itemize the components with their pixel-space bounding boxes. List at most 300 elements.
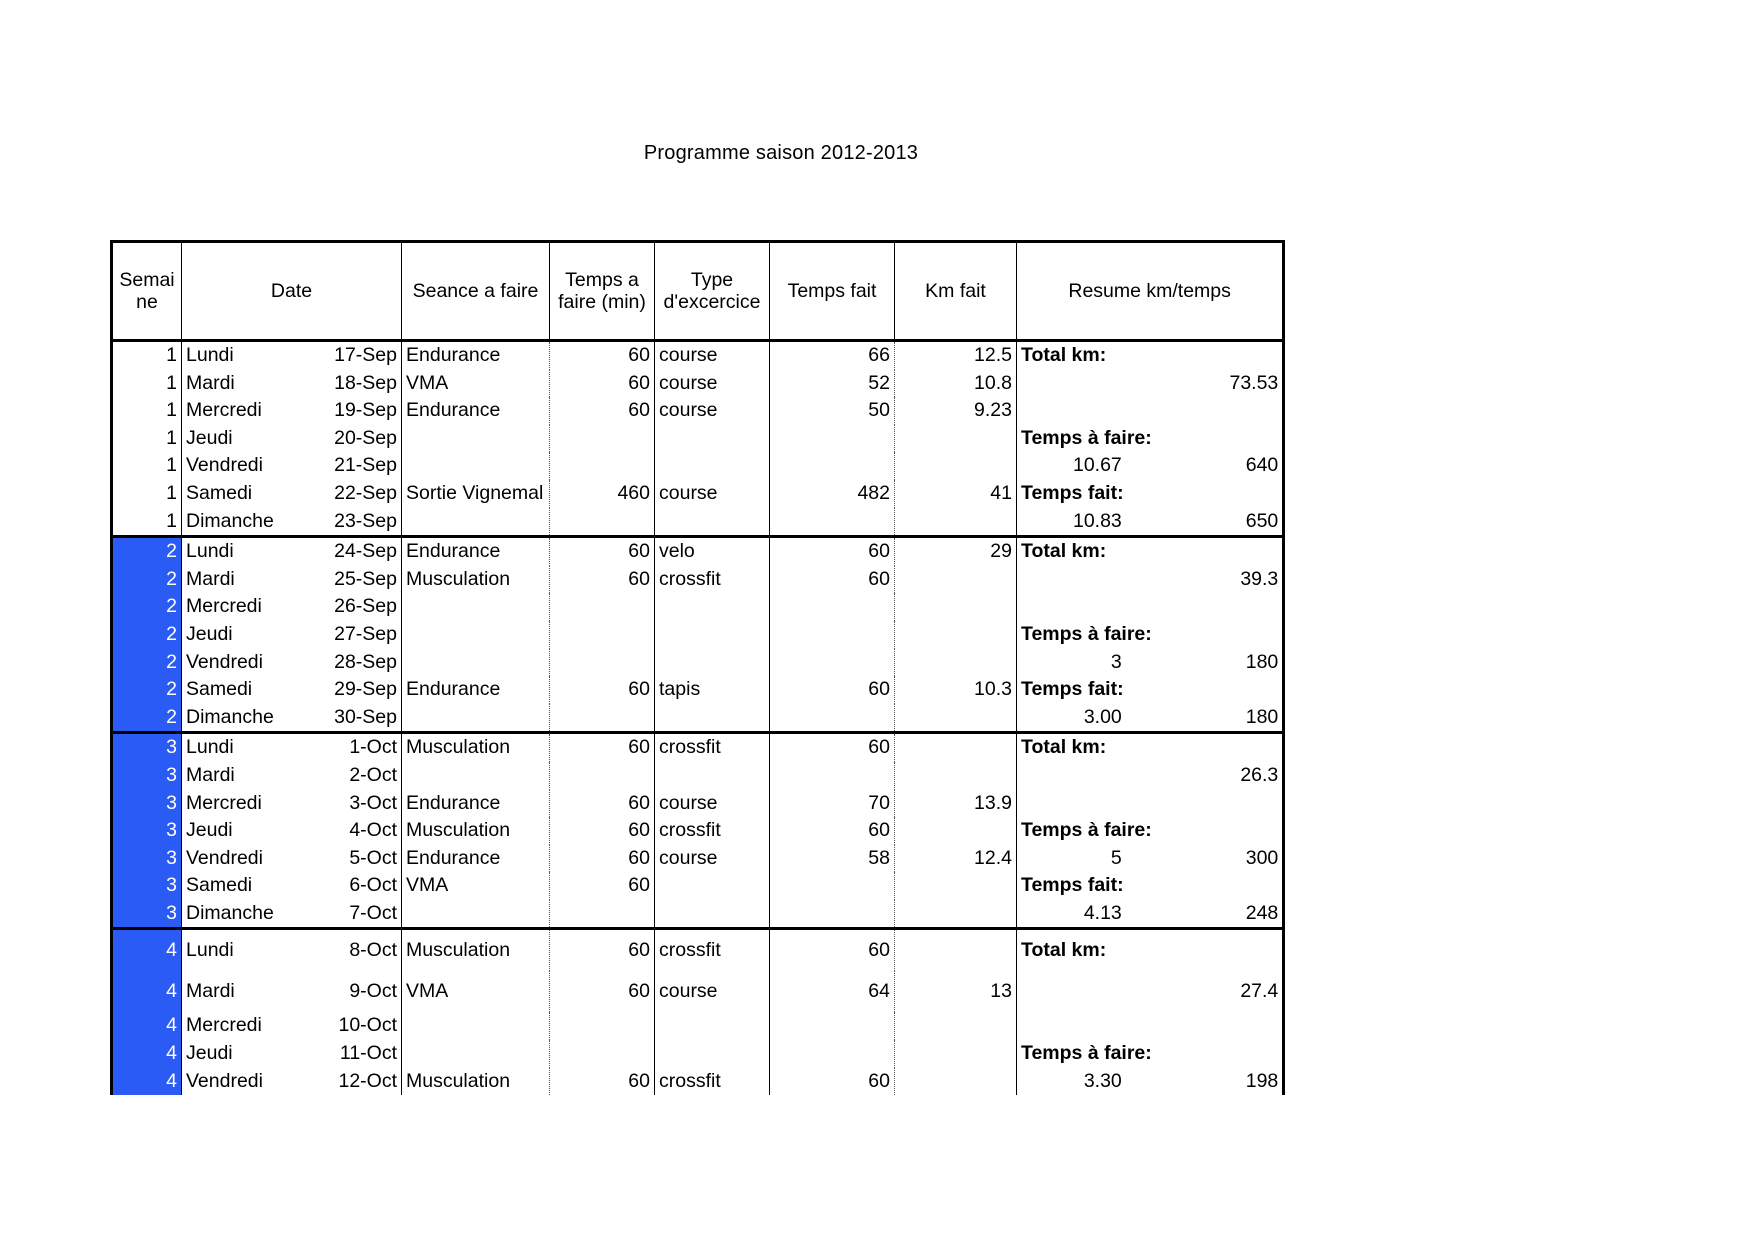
cell-seance[interactable]	[402, 1012, 550, 1040]
page-title: Programme saison 2012-2013	[643, 142, 919, 164]
cell-week[interactable]: 2	[112, 593, 182, 621]
cell-type-excercice[interactable]: crossfit	[655, 1068, 770, 1096]
cell-date[interactable]: 23-Sep	[302, 508, 402, 537]
cell-temps-a-faire[interactable]	[550, 1012, 655, 1040]
cell-km-fait[interactable]: 41	[895, 480, 1017, 508]
cell-date[interactable]: 10-Oct	[338, 1014, 397, 1037]
column-header-temps-fait: Temps fait	[770, 242, 895, 341]
cell-temps-a-faire[interactable]: 60	[550, 397, 655, 425]
cell-temps-fait[interactable]: 50	[770, 397, 895, 425]
cell-week[interactable]: 1	[112, 370, 182, 398]
cell-resume-label[interactable]: 3.30	[1017, 1068, 1156, 1096]
cell-temps-a-faire[interactable]	[550, 508, 655, 537]
cell-resume-value[interactable]: 39.3	[1156, 566, 1284, 594]
cell-resume-value[interactable]	[1156, 1012, 1284, 1040]
table-row[interactable]	[112, 872, 1284, 900]
cell-date[interactable]: 30-Sep	[302, 704, 402, 733]
cell-temps-a-faire[interactable]: 460	[550, 480, 655, 508]
cell-type-excercice[interactable]	[655, 1040, 770, 1068]
cell-km-fait[interactable]	[895, 621, 1017, 649]
cell-resume-value[interactable]: 26.3	[1156, 762, 1284, 790]
cell-week[interactable]: 1	[112, 480, 182, 508]
column-header-week	[112, 242, 182, 341]
cell-type-excercice[interactable]	[655, 593, 770, 621]
cell-temps-a-faire[interactable]	[550, 900, 655, 929]
cell-day[interactable]: Jeudi	[186, 1042, 233, 1065]
cell-temps-a-faire[interactable]	[550, 704, 655, 733]
cell-date[interactable]: 5-Oct	[349, 846, 397, 869]
cell-day[interactable]: Mercredi	[186, 595, 262, 618]
column-header-km-fait: Km fait	[895, 242, 1017, 341]
table-row[interactable]	[112, 370, 1284, 398]
cell-seance[interactable]: VMA	[402, 971, 550, 1012]
cell-seance[interactable]: Musculation	[402, 1068, 550, 1096]
cell-date[interactable]: 7-Oct	[302, 900, 402, 929]
cell-day[interactable]: Mercredi	[186, 791, 262, 814]
table-row[interactable]	[112, 817, 1284, 845]
cell-km-fait[interactable]: 10.8	[895, 370, 1017, 398]
cell-km-fait[interactable]: 29	[895, 537, 1017, 566]
cell-week[interactable]: 2	[112, 621, 182, 649]
cell-km-fait[interactable]	[895, 452, 1017, 480]
table-row[interactable]	[112, 790, 1284, 818]
cell-day[interactable]: Mardi	[186, 763, 235, 786]
cell-temps-a-faire[interactable]	[550, 649, 655, 677]
cell-km-fait[interactable]	[895, 649, 1017, 677]
cell-resume-value[interactable]	[1156, 537, 1284, 566]
cell-seance[interactable]: Endurance	[402, 537, 550, 566]
table-row[interactable]	[112, 397, 1284, 425]
cell-temps-a-faire[interactable]: 60	[550, 971, 655, 1012]
cell-resume-label[interactable]	[1017, 790, 1156, 818]
cell-resume-label[interactable]	[1017, 1012, 1156, 1040]
column-header-resume: Resume km/temps	[1017, 242, 1284, 341]
cell-seance[interactable]: Musculation	[402, 929, 550, 972]
cell-temps-a-faire[interactable]: 60	[550, 817, 655, 845]
table-row[interactable]	[112, 537, 1284, 566]
cell-km-fait[interactable]	[895, 593, 1017, 621]
cell-week[interactable]: 1	[112, 425, 182, 453]
cell-day[interactable]: Samedi	[186, 481, 253, 504]
cell-date[interactable]: 2-Oct	[349, 763, 397, 786]
cell-type-excercice[interactable]	[655, 872, 770, 900]
cell-seance[interactable]: VMA	[402, 370, 550, 398]
cell-date[interactable]: 27-Sep	[334, 622, 397, 645]
table-row[interactable]	[112, 1012, 1284, 1040]
table-row[interactable]	[112, 508, 1284, 537]
cell-week[interactable]: 4	[112, 1012, 182, 1040]
cell-temps-fait[interactable]	[770, 1012, 895, 1040]
cell-week[interactable]: 4	[112, 1068, 182, 1096]
cell-week[interactable]: 3	[112, 790, 182, 818]
cell-type-excercice[interactable]: crossfit	[655, 566, 770, 594]
cell-week[interactable]: 2	[112, 649, 182, 677]
cell-temps-a-faire[interactable]	[550, 1040, 655, 1068]
cell-date[interactable]: 20-Sep	[334, 426, 397, 449]
cell-week[interactable]: 2	[112, 537, 182, 566]
cell-seance[interactable]	[402, 452, 550, 480]
cell-type-excercice[interactable]: course	[655, 480, 770, 508]
cell-resume-value[interactable]	[1156, 593, 1284, 621]
cell-resume-value[interactable]: 27.4	[1156, 971, 1284, 1012]
cell-temps-a-faire[interactable]: 60	[550, 676, 655, 704]
cell-temps-fait[interactable]	[770, 1040, 895, 1068]
cell-resume-value[interactable]	[1156, 733, 1284, 762]
cell-day[interactable]: Dimanche	[182, 704, 302, 733]
cell-temps-a-faire[interactable]: 60	[550, 537, 655, 566]
cell-week[interactable]: 3	[112, 733, 182, 762]
cell-type-excercice[interactable]	[655, 621, 770, 649]
cell-week[interactable]: 3	[112, 817, 182, 845]
cell-resume-label[interactable]: Temps à faire:	[1017, 425, 1156, 453]
cell-day[interactable]: Lundi	[186, 344, 234, 366]
cell-day[interactable]: Vendredi	[186, 846, 263, 869]
cell-seance[interactable]	[402, 704, 550, 733]
cell-km-fait[interactable]	[895, 566, 1017, 594]
cell-temps-fait[interactable]: 52	[770, 370, 895, 398]
cell-seance[interactable]: Sortie Vignemal	[402, 480, 550, 508]
cell-temps-fait[interactable]	[770, 508, 895, 537]
cell-type-excercice[interactable]: course	[655, 971, 770, 1012]
table-header-row	[112, 242, 1284, 341]
cell-week[interactable]: 4	[112, 971, 182, 1012]
cell-type-excercice[interactable]: course	[655, 341, 770, 370]
cell-km-fait[interactable]: 12.4	[895, 845, 1017, 873]
table-row[interactable]	[112, 649, 1284, 677]
cell-seance[interactable]: Endurance	[402, 341, 550, 370]
column-header-type-line2: d'excercice	[663, 291, 761, 313]
cell-type-excercice[interactable]: course	[655, 790, 770, 818]
cell-temps-fait[interactable]: 66	[770, 341, 895, 370]
column-header-seance: Seance a faire	[402, 242, 550, 341]
cell-day[interactable]: Jeudi	[186, 622, 233, 645]
cell-temps-a-faire[interactable]: 60	[550, 370, 655, 398]
cell-type-excercice[interactable]	[655, 508, 770, 537]
cell-date[interactable]: 28-Sep	[334, 650, 397, 673]
cell-resume-label[interactable]: Temps fait:	[1017, 480, 1156, 508]
cell-week[interactable]: 3	[112, 900, 182, 929]
cell-km-fait[interactable]	[895, 900, 1017, 929]
cell-temps-fait[interactable]	[770, 872, 895, 900]
table-row[interactable]	[112, 971, 1284, 1012]
column-header-temps-line1: Temps a	[565, 268, 639, 291]
table-row[interactable]	[112, 593, 1284, 621]
cell-day[interactable]: Samedi	[186, 874, 253, 897]
cell-temps-fait[interactable]	[770, 621, 895, 649]
cell-seance[interactable]	[402, 593, 550, 621]
cell-resume-value[interactable]	[1156, 929, 1284, 972]
cell-temps-fait[interactable]: 60	[770, 929, 895, 972]
cell-resume-label[interactable]: Total km:	[1017, 733, 1156, 762]
cell-type-excercice[interactable]	[655, 704, 770, 733]
cell-week[interactable]: 1	[112, 508, 182, 537]
cell-date[interactable]: 29-Sep	[334, 678, 397, 701]
cell-temps-fait[interactable]	[770, 704, 895, 733]
cell-seance[interactable]: Endurance	[402, 397, 550, 425]
cell-resume-label[interactable]: Total km:	[1017, 341, 1156, 370]
table-row[interactable]	[112, 480, 1284, 508]
cell-temps-fait[interactable]: 60	[770, 566, 895, 594]
cell-week[interactable]: 2	[112, 566, 182, 594]
cell-date[interactable]: 18-Sep	[334, 371, 397, 394]
cell-day[interactable]: Mardi	[186, 371, 235, 394]
cell-temps-fait[interactable]: 482	[770, 480, 895, 508]
cell-seance[interactable]	[402, 900, 550, 929]
cell-day[interactable]: Lundi	[182, 733, 302, 762]
cell-resume-value[interactable]	[1156, 621, 1284, 649]
cell-resume-value[interactable]	[1156, 676, 1284, 704]
cell-resume-label[interactable]: Total km:	[1017, 537, 1156, 566]
cell-temps-a-faire[interactable]: 60	[550, 1068, 655, 1096]
cell-temps-a-faire[interactable]	[550, 762, 655, 790]
cell-temps-a-faire[interactable]	[550, 593, 655, 621]
cell-type-excercice[interactable]: course	[655, 845, 770, 873]
cell-week[interactable]: 1	[112, 341, 182, 370]
cell-resume-value[interactable]: 73.53	[1156, 370, 1284, 398]
cell-type-excercice[interactable]: velo	[655, 537, 770, 566]
cell-resume-value[interactable]	[1156, 425, 1284, 453]
cell-km-fait[interactable]	[895, 817, 1017, 845]
cell-resume-value[interactable]: 640	[1156, 452, 1284, 480]
cell-km-fait[interactable]: 13	[895, 971, 1017, 1012]
cell-resume-value[interactable]	[1156, 872, 1284, 900]
cell-km-fait[interactable]: 13.9	[895, 790, 1017, 818]
cell-week[interactable]: 3	[112, 872, 182, 900]
table-row[interactable]	[112, 900, 1284, 929]
table-row[interactable]	[112, 621, 1284, 649]
cell-temps-fait[interactable]	[770, 649, 895, 677]
cell-temps-fait[interactable]: 60	[770, 676, 895, 704]
cell-km-fait[interactable]	[895, 1012, 1017, 1040]
cell-resume-value[interactable]: 248	[1156, 900, 1284, 929]
cell-day[interactable]: Vendredi	[186, 650, 263, 673]
table-row[interactable]	[112, 762, 1284, 790]
table-row[interactable]	[112, 704, 1284, 733]
cell-type-excercice[interactable]: crossfit	[655, 817, 770, 845]
cell-seance[interactable]: VMA	[402, 872, 550, 900]
cell-temps-fait[interactable]	[770, 762, 895, 790]
cell-temps-a-faire[interactable]	[550, 452, 655, 480]
cell-type-excercice[interactable]	[655, 649, 770, 677]
cell-temps-a-faire[interactable]	[550, 621, 655, 649]
table-row[interactable]	[112, 1040, 1284, 1068]
cell-km-fait[interactable]: 12.5	[895, 341, 1017, 370]
cell-type-excercice[interactable]	[655, 1012, 770, 1040]
cell-type-excercice[interactable]: course	[655, 397, 770, 425]
cell-resume-label[interactable]	[1017, 593, 1156, 621]
cell-seance[interactable]	[402, 425, 550, 453]
cell-km-fait[interactable]	[895, 425, 1017, 453]
cell-resume-label[interactable]	[1017, 971, 1156, 1012]
cell-day[interactable]: Jeudi	[186, 426, 233, 449]
cell-temps-fait[interactable]: 60	[770, 733, 895, 762]
cell-week[interactable]: 4	[112, 929, 182, 972]
cell-day[interactable]: Dimanche	[182, 900, 302, 929]
cell-week[interactable]: 1	[112, 397, 182, 425]
cell-km-fait[interactable]	[895, 1040, 1017, 1068]
cell-resume-value[interactable]: 198	[1156, 1068, 1284, 1096]
cell-resume-value[interactable]	[1156, 1040, 1284, 1068]
cell-week[interactable]: 3	[112, 845, 182, 873]
cell-resume-value[interactable]: 180	[1156, 649, 1284, 677]
cell-seance[interactable]	[402, 508, 550, 537]
table-row[interactable]	[112, 452, 1284, 480]
cell-resume-label[interactable]: 4.13	[1017, 900, 1156, 929]
cell-temps-fait[interactable]	[770, 452, 895, 480]
table-row[interactable]	[112, 425, 1284, 453]
column-header-temps-line2: faire (min)	[558, 291, 646, 313]
table-row[interactable]	[112, 341, 1284, 370]
cell-temps-a-faire[interactable]: 60	[550, 872, 655, 900]
cell-resume-label[interactable]	[1017, 762, 1156, 790]
cell-resume-value[interactable]	[1156, 341, 1284, 370]
cell-day[interactable]: Lundi	[182, 929, 302, 972]
cell-day[interactable]: Lundi	[182, 537, 302, 566]
cell-seance[interactable]	[402, 762, 550, 790]
cell-date[interactable]: 19-Sep	[334, 399, 397, 422]
cell-temps-fait[interactable]	[770, 593, 895, 621]
cell-date[interactable]: 9-Oct	[349, 980, 397, 1003]
cell-km-fait[interactable]	[895, 733, 1017, 762]
cell-date[interactable]: 8-Oct	[302, 929, 402, 972]
cell-resume-label[interactable]: Temps à faire:	[1017, 621, 1156, 649]
table-row[interactable]	[112, 566, 1284, 594]
cell-resume-value[interactable]: 180	[1156, 704, 1284, 733]
cell-resume-label[interactable]: 10.83	[1017, 508, 1156, 537]
cell-date[interactable]: 4-Oct	[349, 819, 397, 842]
cell-type-excercice[interactable]: tapis	[655, 676, 770, 704]
table-row[interactable]	[112, 845, 1284, 873]
cell-resume-label[interactable]: 5	[1017, 845, 1156, 873]
cell-resume-label[interactable]: Temps fait:	[1017, 676, 1156, 704]
cell-date[interactable]: 24-Sep	[302, 537, 402, 566]
cell-temps-a-faire[interactable]: 60	[550, 566, 655, 594]
cell-date[interactable]: 11-Oct	[339, 1042, 397, 1065]
cell-resume-label[interactable]	[1017, 566, 1156, 594]
table-row[interactable]	[112, 929, 1284, 972]
cell-type-excercice[interactable]	[655, 762, 770, 790]
cell-date[interactable]: 26-Sep	[334, 595, 397, 618]
cell-day[interactable]: Samedi	[186, 678, 253, 701]
cell-resume-value[interactable]	[1156, 480, 1284, 508]
cell-temps-fait[interactable]: 58	[770, 845, 895, 873]
cell-resume-label[interactable]: Total km:	[1017, 929, 1156, 972]
cell-seance[interactable]: Endurance	[402, 845, 550, 873]
cell-type-excercice[interactable]: course	[655, 370, 770, 398]
cell-resume-label[interactable]: Temps à faire:	[1017, 817, 1156, 845]
cell-day[interactable]: Mercredi	[186, 1014, 262, 1037]
cell-temps-a-faire[interactable]: 60	[550, 733, 655, 762]
column-header-temps-a-faire	[550, 242, 655, 341]
cell-day[interactable]: Mercredi	[186, 399, 262, 422]
cell-km-fait[interactable]: 10.3	[895, 676, 1017, 704]
cell-date[interactable]: 1-Oct	[302, 733, 402, 762]
cell-seance[interactable]: Musculation	[402, 817, 550, 845]
cell-week[interactable]: 1	[112, 452, 182, 480]
cell-date[interactable]: 3-Oct	[349, 791, 397, 814]
cell-km-fait[interactable]	[895, 762, 1017, 790]
cell-km-fait[interactable]	[895, 872, 1017, 900]
cell-day[interactable]: Mardi	[186, 567, 235, 590]
cell-resume-value[interactable]: 650	[1156, 508, 1284, 537]
cell-type-excercice[interactable]	[655, 425, 770, 453]
cell-week[interactable]: 2	[112, 704, 182, 733]
cell-type-excercice[interactable]	[655, 900, 770, 929]
cell-resume-value[interactable]	[1156, 817, 1284, 845]
table-row[interactable]	[112, 733, 1284, 762]
cell-date[interactable]: 17-Sep	[334, 344, 397, 366]
cell-date[interactable]: 12-Oct	[338, 1069, 397, 1092]
cell-type-excercice[interactable]	[655, 452, 770, 480]
cell-day[interactable]: Mardi	[186, 980, 235, 1003]
cell-week[interactable]: 3	[112, 762, 182, 790]
cell-seance[interactable]: Musculation	[402, 733, 550, 762]
cell-week[interactable]: 4	[112, 1040, 182, 1068]
cell-temps-a-faire[interactable]: 60	[550, 790, 655, 818]
table-row[interactable]	[112, 1068, 1284, 1096]
cell-temps-fait[interactable]: 64	[770, 971, 895, 1012]
cell-km-fait[interactable]	[895, 508, 1017, 537]
cell-temps-a-faire[interactable]	[550, 425, 655, 453]
cell-resume-value[interactable]: 300	[1156, 845, 1284, 873]
cell-date[interactable]: 21-Sep	[334, 454, 397, 477]
cell-km-fait[interactable]: 9.23	[895, 397, 1017, 425]
cell-day[interactable]: Vendredi	[186, 1069, 263, 1092]
cell-km-fait[interactable]	[895, 704, 1017, 733]
cell-day[interactable]: Jeudi	[186, 819, 233, 842]
table-row[interactable]	[112, 676, 1284, 704]
cell-day[interactable]: Vendredi	[186, 454, 263, 477]
cell-resume-label[interactable]: 3.00	[1017, 704, 1156, 733]
cell-resume-label[interactable]: 3	[1017, 649, 1156, 677]
cell-temps-fait[interactable]: 70	[770, 790, 895, 818]
cell-date[interactable]: 22-Sep	[334, 481, 397, 504]
cell-type-excercice[interactable]: crossfit	[655, 929, 770, 972]
cell-km-fait[interactable]	[895, 929, 1017, 972]
cell-resume-label[interactable]	[1017, 397, 1156, 425]
cell-seance[interactable]: Musculation	[402, 566, 550, 594]
cell-temps-fait[interactable]	[770, 425, 895, 453]
cell-seance[interactable]	[402, 621, 550, 649]
column-header-type-line1: Type	[690, 268, 734, 291]
cell-temps-a-faire[interactable]: 60	[550, 929, 655, 972]
cell-date[interactable]: 6-Oct	[349, 874, 397, 897]
cell-day[interactable]: Dimanche	[182, 508, 302, 537]
column-header-week-line1: Semai	[119, 268, 175, 291]
cell-temps-fait[interactable]: 60	[770, 1068, 895, 1096]
cell-km-fait[interactable]	[895, 1068, 1017, 1096]
cell-temps-fait[interactable]	[770, 900, 895, 929]
cell-temps-a-faire[interactable]: 60	[550, 845, 655, 873]
cell-type-excercice[interactable]: crossfit	[655, 733, 770, 762]
cell-resume-value[interactable]	[1156, 790, 1284, 818]
cell-date[interactable]: 25-Sep	[334, 567, 397, 590]
cell-resume-label[interactable]: Temps fait:	[1017, 872, 1156, 900]
cell-temps-a-faire[interactable]: 60	[550, 341, 655, 370]
cell-seance[interactable]	[402, 649, 550, 677]
cell-temps-fait[interactable]: 60	[770, 537, 895, 566]
cell-seance[interactable]: Endurance	[402, 676, 550, 704]
cell-resume-label[interactable]	[1017, 370, 1156, 398]
cell-seance[interactable]	[402, 1040, 550, 1068]
cell-week[interactable]: 2	[112, 676, 182, 704]
cell-resume-label[interactable]: Temps à faire:	[1017, 1040, 1156, 1068]
cell-temps-fait[interactable]: 60	[770, 817, 895, 845]
cell-resume-value[interactable]	[1156, 397, 1284, 425]
cell-seance[interactable]: Endurance	[402, 790, 550, 818]
column-header-type-excercice	[655, 242, 770, 341]
cell-resume-label[interactable]: 10.67	[1017, 452, 1156, 480]
